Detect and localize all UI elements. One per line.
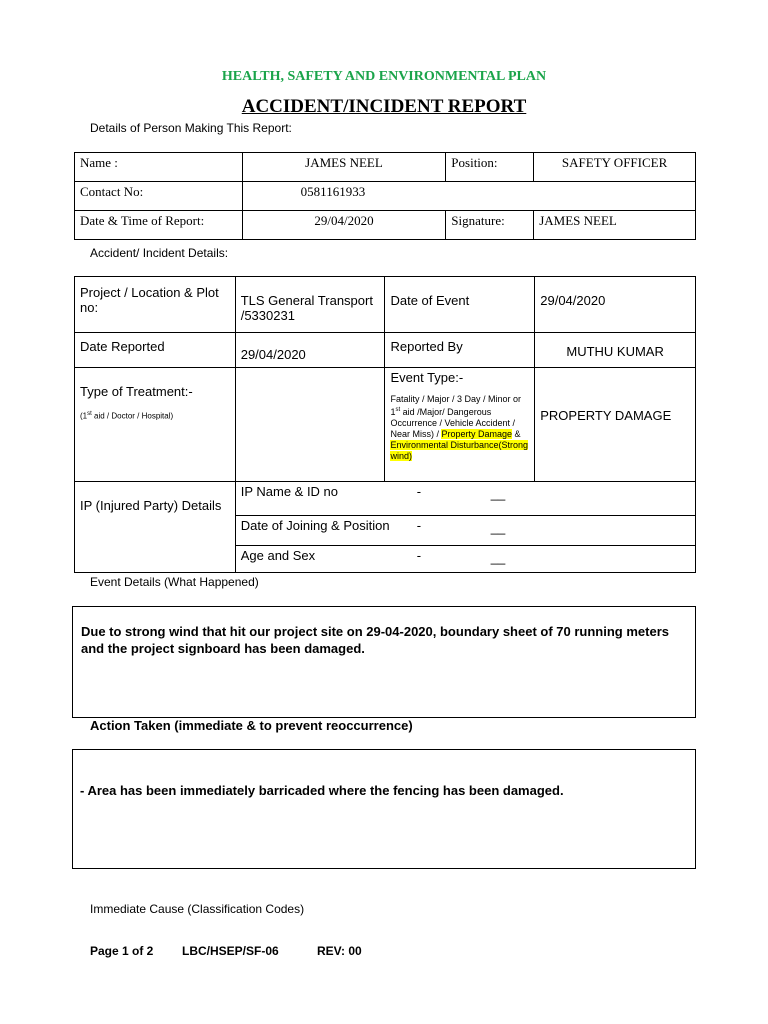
datetime-value: 29/04/2020 — [314, 213, 374, 228]
contact-label: Contact No: — [80, 184, 144, 199]
event-details-box — [72, 606, 696, 718]
position-value: SAFETY OFFICER — [561, 155, 668, 170]
datetime-label: Date & Time of Report: — [80, 213, 205, 228]
person-details-table — [74, 152, 696, 240]
plan-title: HEALTH, SAFETY AND ENVIRONMENTAL PLAN — [221, 69, 547, 84]
event-details-label: Event Details (What Happened) — [90, 575, 259, 589]
date-event-value: 29/04/2020 — [540, 293, 606, 308]
contact-value: 0581161933 — [300, 184, 366, 199]
event-type-value: PROPERTY DAMAGE — [540, 408, 672, 423]
date-reported-label: Date Reported — [80, 339, 165, 354]
ip-join-label: Date of Joining & Position — [240, 518, 390, 533]
immediate-cause-label: Immediate Cause (Classification Codes) — [90, 902, 305, 916]
event-details-text: Due to strong wind that hit our project site on 29-04-2020, boundary sheet of 70 running meters and the project signboard has been damaged. — [81, 624, 669, 656]
ip-name-value: __ — [490, 486, 506, 501]
ip-join-dash: - — [416, 518, 422, 533]
date-event-label: Date of Event — [390, 293, 470, 308]
footer-doc-code: LBC/HSEP/SF-06 — [182, 944, 279, 958]
treatment-value-cell — [235, 368, 385, 482]
treatment-label: Type of Treatment:- — [80, 384, 193, 399]
ip-age-label: Age and Sex — [240, 548, 316, 563]
person-section-label: Details of Person Making This Report: — [90, 121, 292, 135]
event-type-label: Event Type:- — [390, 370, 464, 385]
footer-page: Page 1 of 2 — [90, 944, 154, 958]
action-taken-box — [72, 749, 696, 869]
report-title: ACCIDENT/INCIDENT REPORT — [241, 96, 527, 117]
footer-rev: REV: 00 — [317, 944, 362, 958]
incident-details-table — [74, 276, 696, 573]
date-reported-value: 29/04/2020 — [240, 347, 306, 362]
signature-label: Signature: — [451, 213, 505, 228]
event-type-options: Fatality / Major / 3 Day / Minor or 1st aid /Major/ Dangerous Occurrence / Vehicle Accident / Near Miss) / Property Damage & Environmental Disturbance(Strong wind) — [390, 394, 529, 461]
action-taken-label: Action Taken (immediate & to prevent reoccurrence) — [90, 718, 413, 733]
reported-by-value: MUTHU KUMAR — [566, 344, 664, 359]
ip-age-value: __ — [490, 550, 506, 565]
ip-name-label: IP Name & ID no — [240, 484, 339, 499]
ip-age-dash: - — [416, 548, 422, 563]
treatment-sub: (1st aid / Doctor / Hospital) — [80, 411, 174, 421]
ip-join-value: __ — [490, 520, 506, 535]
signature-value: JAMES NEEL — [539, 213, 617, 228]
project-label: Project / Location & Plot no: — [80, 285, 219, 315]
project-value: TLS General Transport /5330231 — [240, 293, 373, 323]
action-taken-text: - Area has been immediately barricaded where the fencing has been damaged. — [80, 783, 564, 798]
reported-by-label: Reported By — [390, 339, 463, 354]
incident-section-label: Accident/ Incident Details: — [90, 246, 229, 260]
ip-label: IP (Injured Party) Details — [80, 498, 222, 513]
name-value: JAMES NEEL — [305, 155, 383, 170]
ip-name-dash: - — [416, 484, 422, 499]
name-label: Name : — [80, 155, 118, 170]
position-label: Position: — [451, 155, 498, 170]
